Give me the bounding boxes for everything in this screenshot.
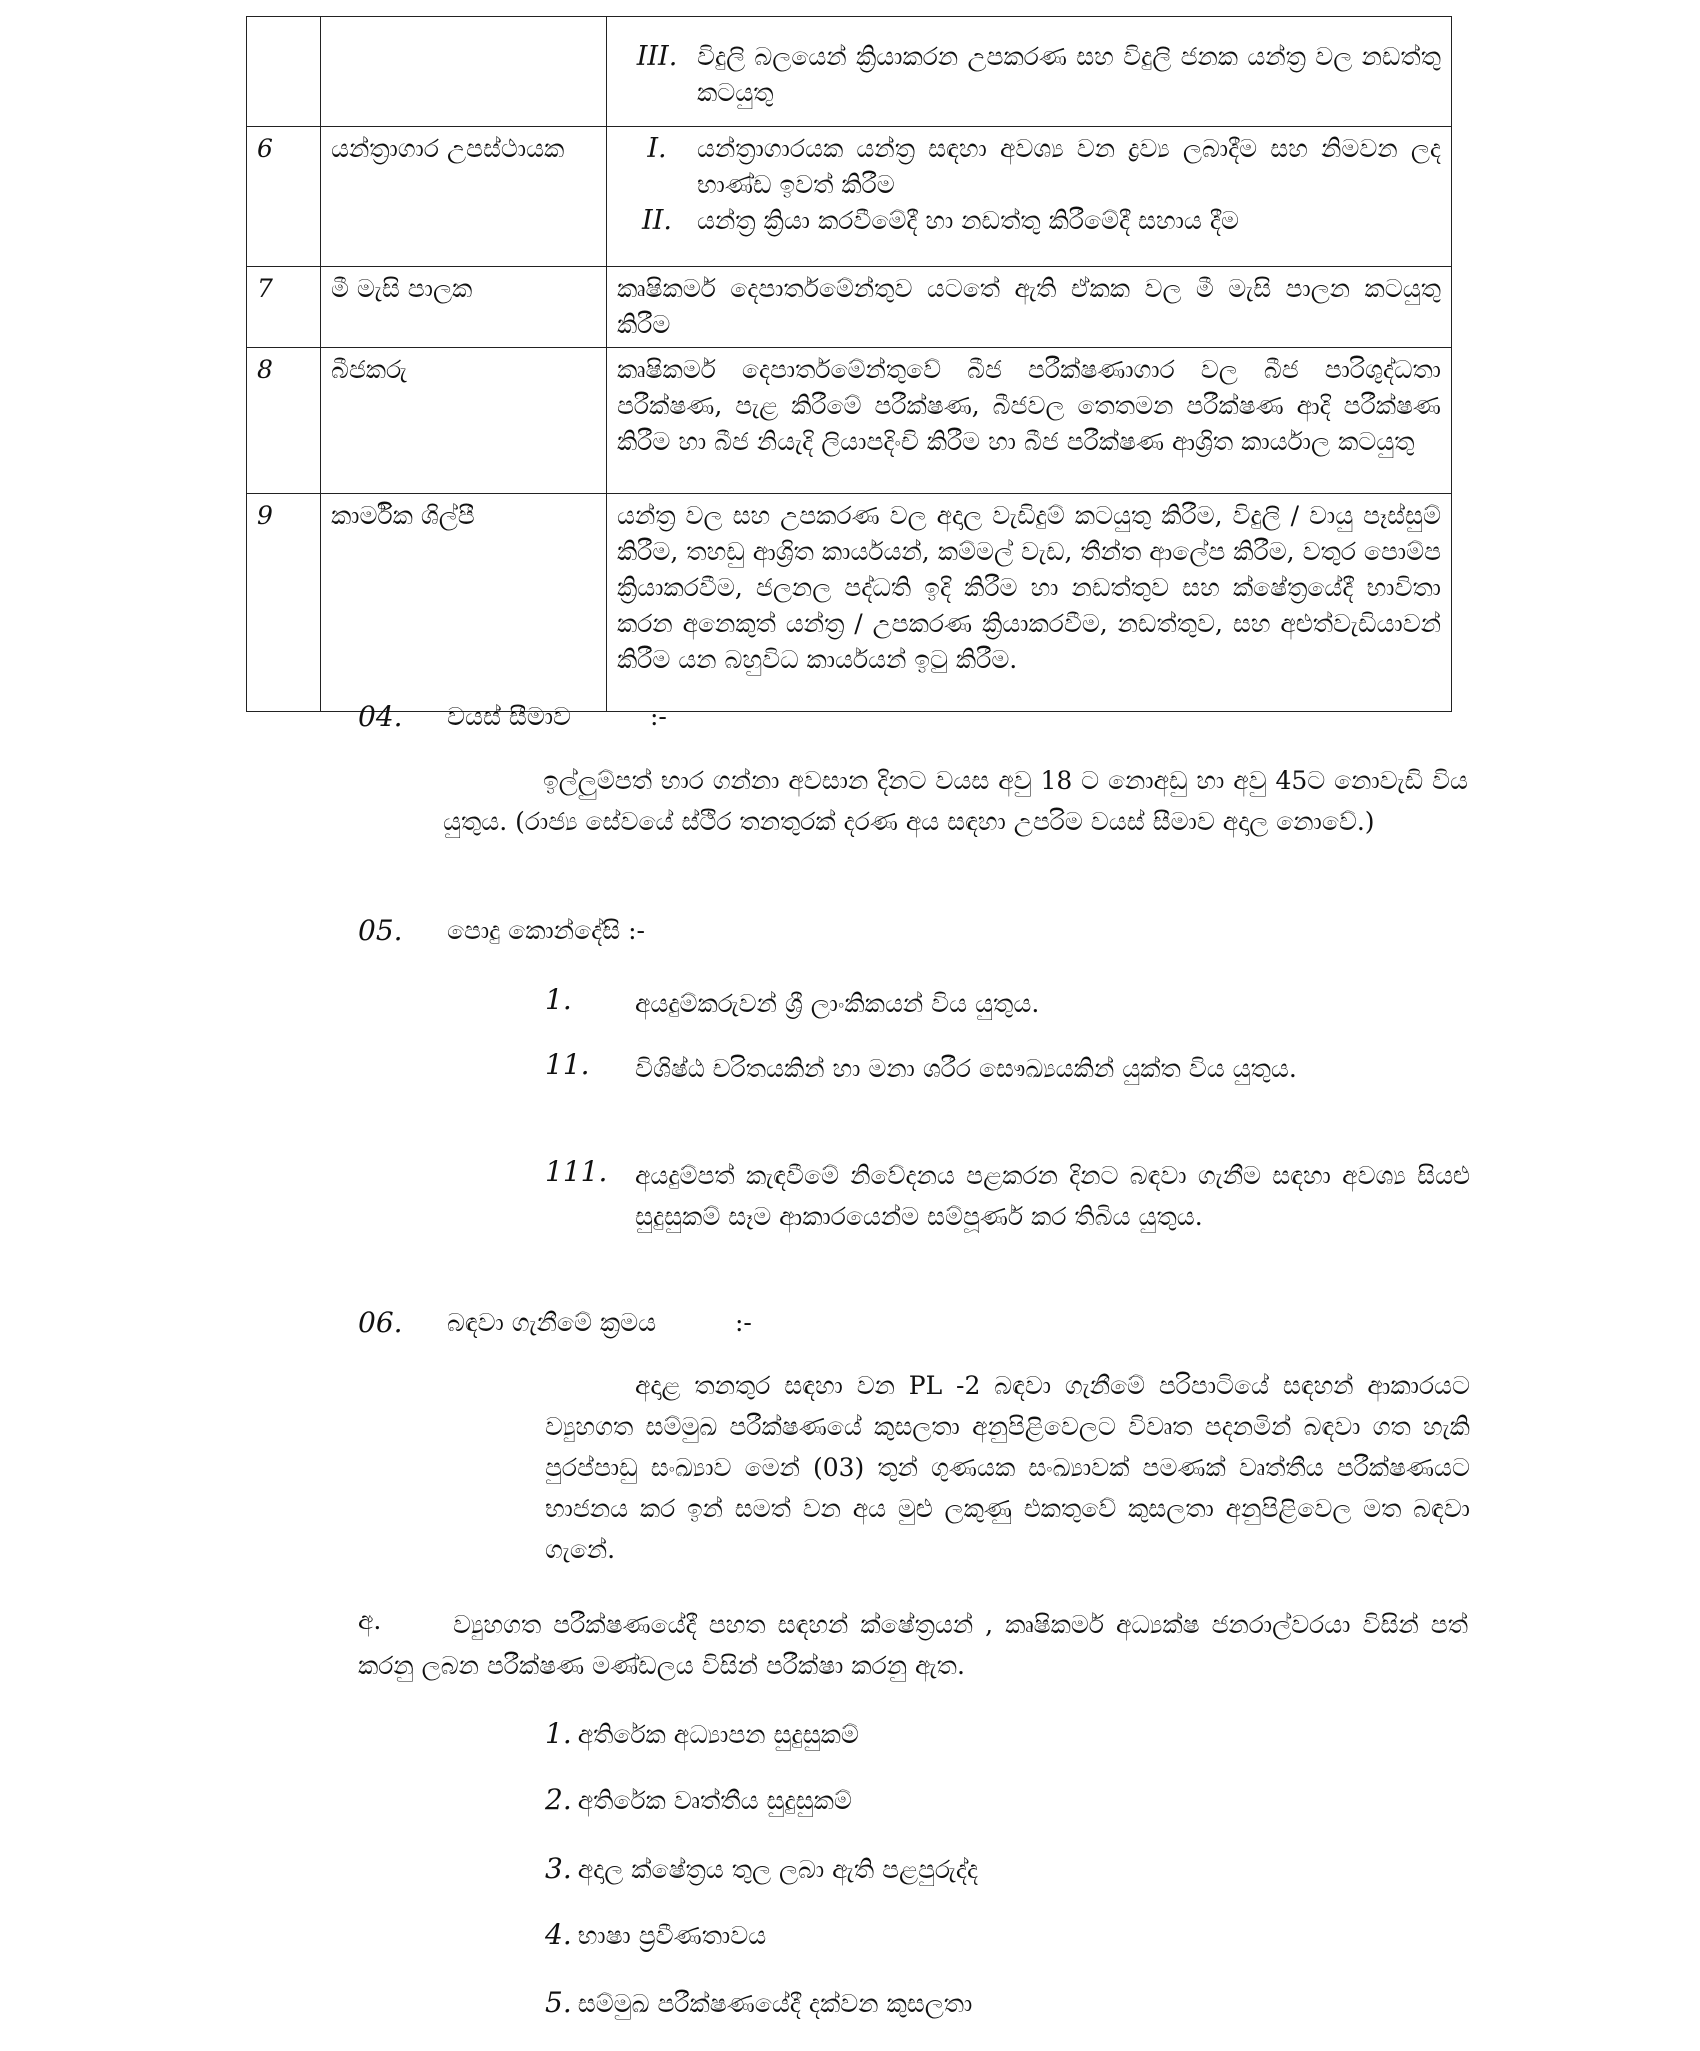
- table-row: [247, 494, 1452, 712]
- row-number: 7: [247, 267, 321, 348]
- list-number: 4.: [545, 1918, 572, 1951]
- list-item: [545, 1717, 859, 1750]
- table-row: [247, 127, 1452, 267]
- list-text: අතිරේක අධ්‍යාපන සුදුසුකම්: [577, 1720, 859, 1749]
- duty-subitem: [617, 131, 1441, 203]
- list-text: භාෂා ප්‍රවීණතාවය: [577, 1921, 767, 1950]
- duty-text: යන්ත්‍රාගාරයක යන්ත්‍ර සඳහා අවශ්‍ය වන ද්‍රව්‍ය ලබාදීම සහ නිමවන ලද භාණ්ඩ ඉවත් කිරීම: [697, 134, 1441, 199]
- subsection-paragraph: ව්‍යුහගත පරීක්ෂණයේදී පහත සඳහන් ක්ෂේත්‍රයන් , කෘෂිකර්ම අධ්‍යක්ෂ ජනරාල්වරයා විසින් පත් කරනු ලබන පරීක්ෂණ මණ්ඩලය විසින් පරීක්ෂා කරනු ඇත.: [358, 1610, 1468, 1680]
- list-number: 2.: [545, 1783, 572, 1816]
- row-number: [247, 17, 321, 127]
- section-colon: :-: [650, 702, 667, 731]
- list-number: 3.: [545, 1852, 572, 1885]
- section-number: 05.: [358, 914, 403, 947]
- list-item: [545, 1918, 766, 1951]
- section-title: පොදු කොන්දේසි :-: [447, 916, 645, 945]
- duty-text: යන්ත්‍ර ක්‍රියා කරවීමේදී හා නඩත්තු කිරීමේදී සහාය දීම: [697, 206, 1239, 235]
- roman-numeral: III.: [636, 41, 678, 72]
- section-colon: :-: [735, 1308, 752, 1337]
- list-number: 1.: [545, 1717, 572, 1750]
- post-name: [321, 17, 607, 127]
- row-number: 8: [247, 348, 321, 494]
- list-number: 11.: [545, 1048, 590, 1081]
- post-name: කාර්මික ශිල්පී: [321, 494, 607, 712]
- age-limit-paragraph: ඉල්ලුම්පත් භාර ගන්නා අවසාන දිනට වයස අවු 18 ට නොඅඩු හා අවු 45ට නොවැඩි විය යුතුය. (රාජ්‍ය සේවයේ ස්ථිර තනතුරක් දරණ අය සඳහා උපරිම වයස් සීමාව අදාල නොවේ.): [443, 766, 1468, 836]
- list-number: 111.: [545, 1155, 608, 1188]
- list-item: [545, 1986, 972, 2019]
- section-title: වයස් සීමාව: [447, 702, 572, 731]
- list-text: සම්මුඛ පරීක්ෂණයේදී දක්වන කුසලතා: [577, 1989, 973, 2018]
- duty-subitem: [617, 203, 1441, 239]
- table-row: [247, 348, 1452, 494]
- list-number: 1.: [545, 983, 572, 1016]
- post-name: යන්ත්‍රාගාර උපස්ථායක: [321, 127, 607, 267]
- duty-description: කෘෂිකර්ම දෙපාර්තමේන්තුව යටතේ ඇති ඒකක වල මී මැසි පාලන කටයුතු කිරීම: [607, 267, 1452, 348]
- duty-description: යන්ත්‍ර වල සහ උපකරණ වල අදාල වැඩිදුම් කටයුතු කිරීම, විදුලි / වායු පෑස්සුම් කිරීම, තහඩු ආශ්‍රිත කාර්යයන්, කම්මල් වැඩ, තීන්ත ආලේප කිරීම, වතුර පොම්ප ක්‍රියාකරවීම, ජලනල පද්ධති ඉදි කිරීම හා නඩත්තුව සහ ක්ෂේත්‍රයේදී භාවිතා කරන අනෙකුත් යන්ත්‍ර / උපකරණ ක්‍රියාකරවීම, නඩත්තුව, සහ අළුත්වැඩියාවන් කිරීම යන බහුවිධ කාර්යයන් ඉටු කිරීම.: [607, 494, 1452, 712]
- list-item: [545, 1783, 852, 1816]
- section-title: බඳවා ගැනීමේ ක්‍රමය: [447, 1308, 657, 1337]
- section-number: 04.: [358, 700, 403, 733]
- duty-subitem: [617, 39, 1441, 111]
- table-row: [247, 17, 1452, 127]
- job-duties-table: [246, 16, 1452, 712]
- row-number: 6: [247, 127, 321, 267]
- duty-description: [607, 127, 1452, 267]
- roman-numeral: II.: [642, 205, 672, 236]
- duty-text: විදුලි බලයෙන් ක්‍රියාකරන උපකරණ සහ විදුලි ජනක යන්ත්‍ර වල නඩත්තු කටයුතු: [697, 42, 1441, 107]
- list-text: අදාල ක්ෂේත්‍රය තුල ලබා ඇති පළපුරුද්ද: [577, 1855, 979, 1884]
- section-number: 06.: [358, 1306, 403, 1339]
- list-number: 5.: [545, 1986, 572, 2019]
- list-item: විශිෂ්ඨ චරිතයකින් හා මනා ශරීර සෞඛ්‍යයකින් යුක්ත විය යුතුය.: [635, 1054, 1297, 1083]
- duty-description: [607, 17, 1452, 127]
- table-row: [247, 267, 1452, 348]
- list-text: අතිරේක වෘත්තීය සුදුසුකම්: [577, 1786, 852, 1815]
- subsection-label: අ.: [358, 1606, 382, 1635]
- post-name: මී මැසි පාලක: [321, 267, 607, 348]
- row-number: 9: [247, 494, 321, 712]
- duty-description: කෘෂිකර්ම දෙපාර්තමේන්තුවේ බීජ පරීක්ෂණාගාර වල බීජ පාරිශුද්ධතා පරීක්ෂණ, පැළ කිරීමේ පරීක්ෂණ, බීජවල තෙතමන පරීක්ෂණ ආදි පරීක්ෂණ කිරීම හා බීජ නියැදි ලියාපදිංචි කිරීම හා බීජ පරීක්ෂණ ආශ්‍රිත කාර්යාල කටයුතු: [607, 348, 1452, 494]
- list-item: අයදුම්කරුවන් ශ්‍රී ලාංකිකයන් විය යුතුය.: [635, 989, 1040, 1018]
- post-name: බීජකරු: [321, 348, 607, 494]
- recruitment-method-paragraph: අදාළ තනතුර සඳහා වන PL -2 බඳවා ගැනීමේ පරිපාටියේ සඳහන් ආකාරයට ව්‍යුහගත සම්මුඛ පරීක්ෂණයේ කුසලතා අනුපිළිවෙලට විවෘත පදනමින් බඳවා ගත හැකි පුරප්පාඩු සංඛ්‍යාව මෙන් (03) තුන් ගුණයක සංඛ්‍යාවක් පමණක් වෘත්තීය පරීක්ෂණයට භාජනය කර ඉන් සමත් වන අය මුළු ලකුණු එකතුවේ කුසලතා අනුපිළිවෙල මත බඳවා ගැනේ.: [545, 1371, 1470, 1564]
- list-item: [545, 1852, 978, 1885]
- list-item: අයදුම්පත් කැඳවීමේ නිවේදනය පළකරන දිනට බඳවා ගැනීම සඳහා අවශ්‍ය සියළු සුදුසුකම් සෑම ආකාරයෙන්ම සම්පූර්ණ කර තිබිය යුතුය.: [635, 1161, 1470, 1231]
- roman-numeral: I.: [647, 133, 667, 164]
